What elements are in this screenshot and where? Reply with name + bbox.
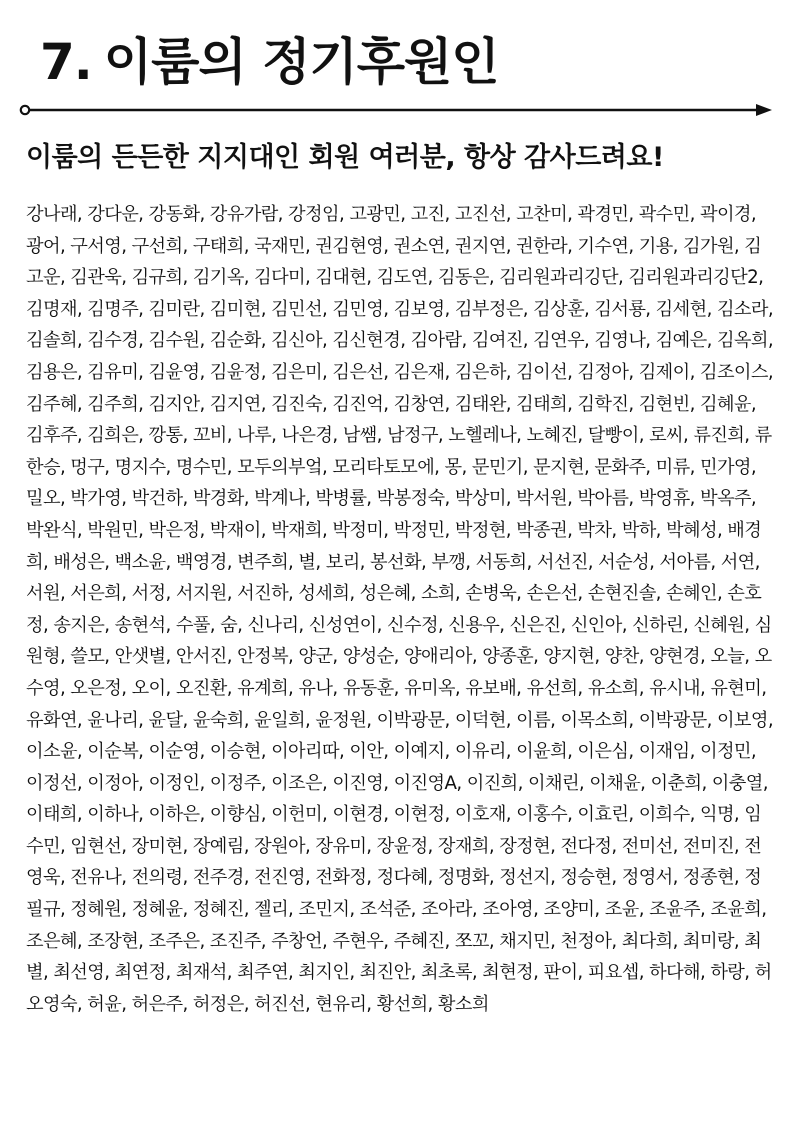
arrowhead-icon	[756, 104, 772, 116]
section-heading	[40, 28, 499, 96]
circle-marker-icon	[21, 106, 29, 114]
thank-you-subtitle: 이룸의 든든한 지지대인 회원 여러분, 항상 감사드려요!	[26, 142, 664, 173]
section-number: 7.	[40, 33, 92, 91]
supporter-name-list: 강나래, 강다운, 강동화, 강유가람, 강정임, 고광민, 고진, 고진선, 고찬미, 곽경민, 곽수민, 곽이경, 광어, 구서영, 구선희, 구태희, 국재민, 권김현영, 권소연, 권지연, 권한라, 기수연, 기용, 김가원, 김고운, 김관욱, 김규희, 김기옥, 김다미, 김대현, 김도연, 김동은, 김리원과리깅단, 김리원과리깅단2, 김명재, 김명주, 김미란, 김미현, 김민선, 김민영, 김보영, 김부정은, 김상훈, 김서룡, 김세현, 김소라, 김솔희, 김수경, 김수원, 김순화, 김신아, 김신현경, 김아람, 김여진, 김연우, 김영나, 김예은, 김옥희, 김용은, 김유미, 김윤영, 김윤정, 김은미, 김은선, 김은재, 김은하, 김이선, 김정아, 김제이, 김조이스, 김주혜, 김주희, 김지안, 김지연, 김진숙, 김진억, 김창연, 김태완, 김태희, 김학진, 김현빈, 김혜윤, 김후주, 김희은, 깡통, 꼬비, 나루, 나은경, 남쌤, 남정구, 노헬레나, 노혜진, 달빵이, 로씨, 류진희, 류한승, 멍구, 명지수, 명수민, 모두의부엌, 모리타토모에, 몽, 문민기, 문지현, 문화주, 미류, 민가영, 밀오, 박가영, 박건하, 박경화, 박계나, 박병률, 박봉정숙, 박상미, 박서원, 박아름, 박영휴, 박옥주, 박완식, 박원민, 박은정, 박재이, 박재희, 박정미, 박정민, 박정현, 박종권, 박차, 박하, 박혜성, 배경희, 배성은, 백소윤, 백영경, 변주희, 별, 보리, 봉선화, 부깽, 서동희, 서선진, 서순성, 서아름, 서연, 서원, 서은희, 서정, 서지원, 서진하, 성세희, 성은혜, 소희, 손병욱, 손은선, 손현진솔, 손혜인, 손호정, 송지은, 송현석, 수풀, 숨, 신나리, 신성연이, 신수정, 신용우, 신은진, 신인아, 신하린, 신혜원, 심원형, 쓸모, 안샛별, 안서진, 안정복, 양군, 양성순, 양애리아, 양종훈, 양지현, 양찬, 양현경, 오늘, 오수영, 오은정, 오이, 오진환, 유계희, 유나, 유동훈, 유미옥, 유보배, 유선희, 유소희, 유시내, 유현미, 유화연, 윤나리, 윤달, 윤숙희, 윤일희, 윤정원, 이박광문, 이덕현, 이름, 이목소희, 이박광문, 이보영, 이소윤, 이순복, 이순영, 이승현, 이아리따, 이안, 이예지, 이유리, 이윤희, 이은심, 이재임, 이정민, 이정선, 이정아, 이정인, 이정주, 이조은, 이진영, 이진영A, 이진희, 이채린, 이채윤, 이춘희, 이충열, 이태희, 이하나, 이하은, 이향심, 이헌미, 이현경, 이현정, 이호재, 이홍수, 이효린, 이희수, 익명, 임수민, 임현선, 장미현, 장예림, 장원아, 장유미, 장윤정, 장재희, 장정현, 전다정, 전미선, 전미진, 전영욱, 전유나, 전의령, 전주경, 전진영, 전화정, 정다혜, 정명화, 정선지, 정승현, 정영서, 정종현, 정필규, 정혜원, 정혜윤, 정혜진, 젤리, 조민지, 조석준, 조아라, 조아영, 조양미, 조윤, 조윤주, 조윤희, 조은혜, 조장현, 조주은, 조진주, 주창언, 주현우, 주혜진, 쪼꼬, 채지민, 천정아, 최다희, 최미랑, 최별, 최선영, 최연정, 최재석, 최주연, 최지인, 최진안, 최초록, 최현정, 판이, 피요셉, 하다해, 하랑, 허오영숙, 허윤, 허은주, 허정은, 허진선, 현유리, 황선희, 황소희	[26, 204, 774, 1015]
arrow-divider	[18, 102, 774, 118]
section-title: 이룸의 정기후원인	[103, 33, 499, 91]
